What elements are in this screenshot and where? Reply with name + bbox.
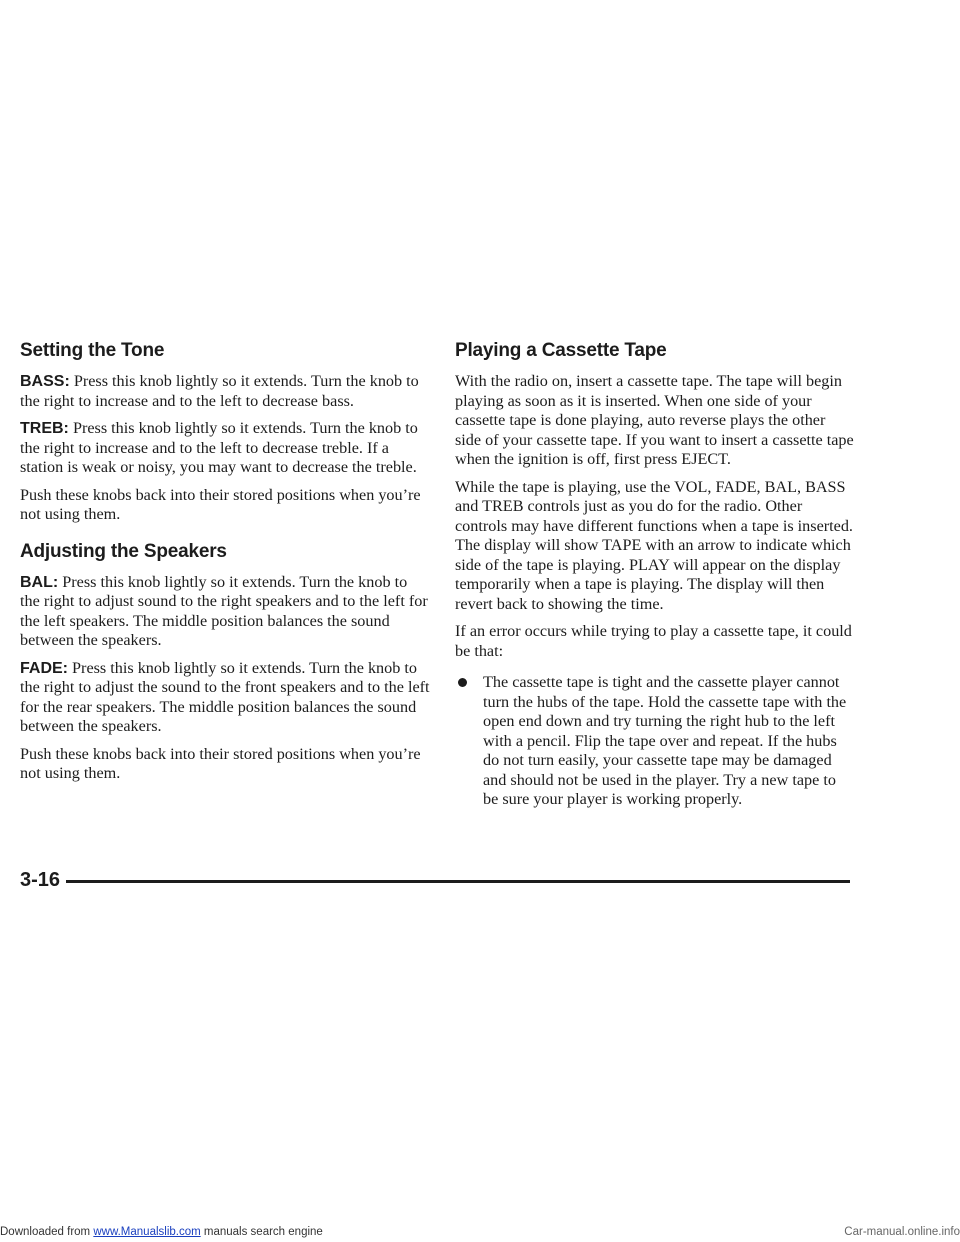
push-knobs-paragraph-2: Push these knobs back into their stored positions when you’re not using them.	[20, 744, 421, 782]
treb-term: TREB:	[20, 420, 69, 437]
bal-paragraph	[20, 573, 430, 651]
cassette-paragraph-1: With the radio on, insert a cassette tape. The tape will begin playing as soon as it is inserted. When one side of your cassette tape is done playing, auto reverse plays the other side of your cassette tape. If you want to insert a cassette tape when the ignition is off, first press EJECT.	[455, 372, 854, 468]
treb-paragraph	[20, 419, 430, 478]
bullet-icon	[458, 678, 467, 687]
footer-download-text	[0, 1226, 323, 1238]
page-rule	[66, 880, 850, 883]
bullet-text: The cassette tape is tight and the cassette player cannot turn the hubs of the tape. Hold the cassette tape with the open end down and try turning the right hub to the left with a pencil. Flip the tape over and repeat. If the hubs do not turn easily, your cassette tape may be damaged and should not be used in the player. Try a new tape to be sure your player is working properly.	[483, 673, 847, 808]
list-item	[455, 673, 855, 810]
treb-text: Press this knob lightly so it extends. Turn the knob to the right to increase and to the left to decrease treble. If a station is weak or noisy, you may want to decrease the treble.	[20, 419, 418, 476]
footer-watermark: Car-manual.online.info	[844, 1226, 960, 1238]
bal-term: BAL:	[20, 573, 59, 591]
footer	[0, 1226, 960, 1242]
cassette-paragraph-3: If an error occurs while trying to play a cassette tape, it could be that:	[455, 622, 852, 660]
page-number: 3-16	[20, 869, 61, 891]
section-title-setting-the-tone: Setting the Tone	[20, 340, 165, 361]
fade-text: Press this knob lightly so it extends. Turn the knob to the right to adjust the sound to the front speakers and to the left for the rear speakers. The middle position balances the sound between the speakers.	[20, 658, 430, 735]
right-column	[455, 340, 855, 810]
bass-term: BASS:	[20, 373, 70, 390]
error-list	[455, 673, 855, 810]
bass-paragraph	[20, 372, 430, 411]
fade-paragraph	[20, 659, 430, 737]
left-column	[20, 340, 430, 792]
footer-prefix: Downloaded from	[0, 1226, 94, 1238]
bal-text: Press this knob lightly so it extends. Turn the knob to the right to adjust sound to the right speakers and to the left for the left speakers. The middle position balances the sound between the speakers.	[20, 572, 428, 649]
footer-suffix: manuals search engine	[200, 1226, 323, 1238]
push-knobs-paragraph: Push these knobs back into their stored positions when you’re not using them.	[20, 485, 421, 523]
bass-text: Press this knob lightly so it extends. Turn the knob to the right to increase and to the left to decrease bass.	[20, 372, 419, 410]
manualslib-link[interactable]: www.Manualslib.com	[93, 1226, 201, 1238]
cassette-paragraph-2: While the tape is playing, use the VOL, FADE, BAL, BASS and TREB controls just as you do for the radio. Other controls may have different functions when a tape is inserted. The display will show TAPE with an arrow to indicate which side of the tape is playing. PLAY will appear on the display temporarily when a tape is playing. The display will then revert back to showing the time.	[455, 477, 853, 613]
section-title-adjusting-the-speakers: Adjusting the Speakers	[20, 540, 227, 562]
fade-term: FADE:	[20, 659, 68, 677]
section-title-playing-a-cassette-tape: Playing a Cassette Tape	[455, 340, 667, 361]
